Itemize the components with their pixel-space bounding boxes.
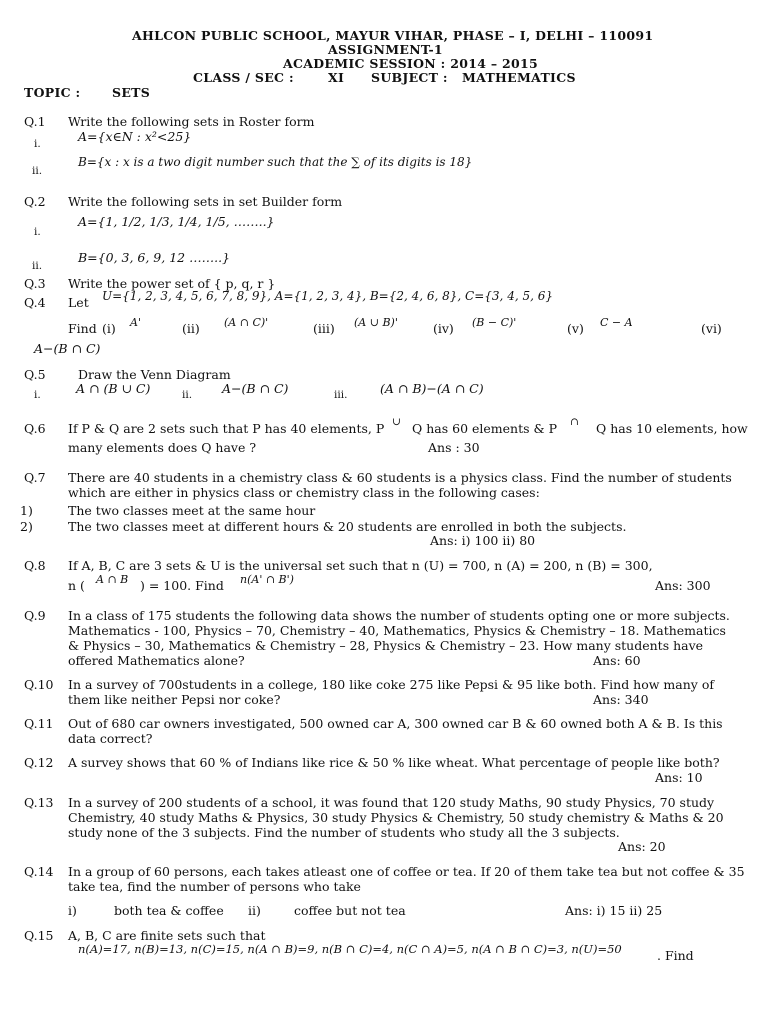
q6-intersection-symbol: ∩ <box>570 416 579 428</box>
q3-text: Write the power set of { p, q, r } <box>68 276 276 291</box>
q2-text: Write the following sets in set Builder form <box>68 194 343 209</box>
q2-i-expr: A={1, 1/2, 1/3, 1/4, 1/5, ……..} <box>78 214 275 229</box>
q15-find: . Find <box>657 948 694 963</box>
q5-i-expr: A ∩ (B ∪ C) <box>76 381 151 396</box>
topic-label: TOPIC : <box>24 85 81 100</box>
q5-text: Draw the Venn Diagram <box>78 367 231 382</box>
q10-number: Q.10 <box>24 677 54 692</box>
topic-value: SETS <box>112 85 151 100</box>
q10-line2: them like neither Pepsi nor coke? <box>68 692 281 707</box>
q13-line3: study none of the 3 subjects. Find the number of students who study all the 3 subjects. <box>68 825 620 840</box>
q6-line1c: Q has 10 elements, how <box>596 421 748 436</box>
q4-part-vi: (vi) <box>701 321 722 336</box>
q11-line2: data correct? <box>68 731 153 746</box>
q15-line1: A, B, C are finite sets such that <box>68 928 266 943</box>
q13-answer: Ans: 20 <box>618 839 666 854</box>
q2-ii-expr: B={0, 3, 6, 9, 12 ……..} <box>78 250 230 265</box>
q4-expr-iii: (A ∪ B)' <box>354 316 398 329</box>
q4-part-iii: (iii) <box>313 321 335 336</box>
q4-part-v: (v) <box>567 321 584 336</box>
q4-expr-iv: (B − C)' <box>472 316 517 329</box>
q9-line3: & Physics – 30, Mathematics & Chemistry – 28, Physics & Chemistry – 23. How many students have <box>68 638 704 653</box>
q4-part-ii: (ii) <box>182 321 200 336</box>
q5-number: Q.5 <box>24 367 46 382</box>
school-name: AHLCON PUBLIC SCHOOL, MAYUR VIHAR, PHASE – I, DELHI – 110091 <box>132 28 654 43</box>
q13-line1: In a survey of 200 students of a school, it was found that 120 study Maths, 90 study Physics, 70 study <box>68 795 715 810</box>
q7-case1: The two classes meet at the same hour <box>68 503 316 518</box>
q1-i-expr: A={x∈N : x²<25} <box>78 129 192 144</box>
q4-part-iv: (iv) <box>433 321 454 336</box>
q8-expr2: n(A' ∩ B') <box>240 573 294 586</box>
q14-line2: take tea, find the number of persons who take <box>68 879 361 894</box>
q7-case2-number: 2) <box>20 519 33 534</box>
q4-expr-vi: A−(B ∩ C) <box>34 341 101 356</box>
q6-answer: Ans : 30 <box>428 440 480 455</box>
q7-number: Q.7 <box>24 470 46 485</box>
class-value: XI <box>328 70 345 85</box>
q13-number: Q.13 <box>24 795 54 810</box>
class-label: CLASS / SEC : <box>193 70 294 85</box>
q9-answer: Ans: 60 <box>593 653 641 668</box>
q9-line1: In a class of 175 students the following data shows the number of students opting one or more subjects. <box>68 608 730 623</box>
q5-ii-label: ii. <box>182 389 193 401</box>
q8-expr1: A ∩ B <box>96 573 129 586</box>
q14-part-i: i) <box>68 903 77 918</box>
q10-line1: In a survey of 700students in a college, 180 like coke 275 like Pepsi & 95 like both. Find how many of <box>68 677 714 692</box>
q6-line1a: If P & Q are 2 sets such that P has 40 elements, P <box>68 421 385 436</box>
q14-line1: In a group of 60 persons, each takes atleast one of coffee or tea. If 20 of them take tea but not coffee & 35 <box>68 864 745 879</box>
q7-case1-number: 1) <box>20 503 33 518</box>
q12-line1: A survey shows that 60 % of Indians like rice & 50 % like wheat. What percentage of people like both? <box>68 755 720 770</box>
q4-expr-ii: (A ∩ C)' <box>224 316 269 329</box>
q1-ii-expr: B={x : x is a two digit number such that the ∑ of its digits is 18} <box>78 155 473 169</box>
q5-iii-label: iii. <box>334 389 348 401</box>
q14-part-i-text: both tea & coffee <box>114 903 224 918</box>
q3-number: Q.3 <box>24 276 46 291</box>
q15-number: Q.15 <box>24 928 54 943</box>
q8-number: Q.8 <box>24 558 46 573</box>
q1-i-label: i. <box>34 138 41 150</box>
q8-line1: If A, B, C are 3 sets & U is the universal set such that n (U) = 700, n (A) = 200, n (B) = 300, <box>68 558 653 573</box>
q11-number: Q.11 <box>24 716 54 731</box>
q4-find: Find <box>68 321 97 336</box>
q2-ii-label: ii. <box>32 260 43 272</box>
subject-value: MATHEMATICS <box>462 70 576 85</box>
q10-answer: Ans: 340 <box>593 692 649 707</box>
q1-text: Write the following sets in Roster form <box>68 114 315 129</box>
q5-ii-expr: A−(B ∩ C) <box>222 381 289 396</box>
academic-session: ACADEMIC SESSION : 2014 – 2015 <box>283 56 539 71</box>
q4-number: Q.4 <box>24 295 46 310</box>
q6-number: Q.6 <box>24 421 46 436</box>
q13-line2: Chemistry, 40 study Maths & Physics, 30 study Physics & Chemistry, 50 study chemistry & Maths & 20 <box>68 810 724 825</box>
q8-line2a: n ( <box>68 578 85 593</box>
q14-number: Q.14 <box>24 864 54 879</box>
q4-expr-v: C − A <box>600 316 633 329</box>
q1-number: Q.1 <box>24 114 46 129</box>
assignment-title: ASSIGNMENT-1 <box>328 42 443 57</box>
subject-label: SUBJECT : <box>371 70 448 85</box>
q6-line2: many elements does Q have ? <box>68 440 257 455</box>
q6-union-symbol: ∪ <box>392 416 401 428</box>
q4-let: Let <box>68 295 89 310</box>
q9-number: Q.9 <box>24 608 46 623</box>
q5-i-label: i. <box>34 389 41 401</box>
q8-line2b: ) = 100. Find <box>140 578 224 593</box>
q7-answer: Ans: i) 100 ii) 80 <box>430 533 536 548</box>
q12-answer: Ans: 10 <box>655 770 703 785</box>
q12-number: Q.12 <box>24 755 54 770</box>
q2-i-label: i. <box>34 226 41 238</box>
q7-text: There are 40 students in a chemistry class & 60 students is a physics class. Find the number of students which are either in physics class or chemistry class in the following cases: <box>68 470 732 500</box>
q14-answer: Ans: i) 15 ii) 25 <box>565 903 663 918</box>
q14-part-ii: ii) <box>248 903 261 918</box>
q6-line1b: Q has 60 elements & P <box>412 421 558 436</box>
q15-expr: n(A)=17, n(B)=13, n(C)=15, n(A ∩ B)=9, n(B ∩ C)=4, n(C ∩ A)=5, n(A ∩ B ∩ C)=3, n(U)=50 <box>78 942 622 956</box>
q4-part-i: (i) <box>102 321 116 336</box>
q4-sets: U={1, 2, 3, 4, 5, 6, 7, 8, 9}, A={1, 2, 3, 4}, B={2, 4, 6, 8}, C={3, 4, 5, 6} <box>102 289 553 303</box>
q11-line1: Out of 680 car owners investigated, 500 owned car A, 300 owned car B & 60 owned both A & B. Is this <box>68 716 723 731</box>
q2-number: Q.2 <box>24 194 46 209</box>
q7-case2: The two classes meet at different hours & 20 students are enrolled in both the subjects. <box>68 519 627 534</box>
q5-iii-expr: (A ∩ B)−(A ∩ C) <box>380 381 484 396</box>
q9-line2: Mathematics - 100, Physics – 70, Chemistry – 40, Mathematics, Physics & Chemistry – 18. Mathematics <box>68 623 726 638</box>
q14-part-ii-text: coffee but not tea <box>294 903 406 918</box>
q1-ii-label: ii. <box>32 165 43 177</box>
q4-expr-i: A' <box>130 316 141 329</box>
q9-line4: offered Mathematics alone? <box>68 653 245 668</box>
q8-answer: Ans: 300 <box>655 578 711 593</box>
